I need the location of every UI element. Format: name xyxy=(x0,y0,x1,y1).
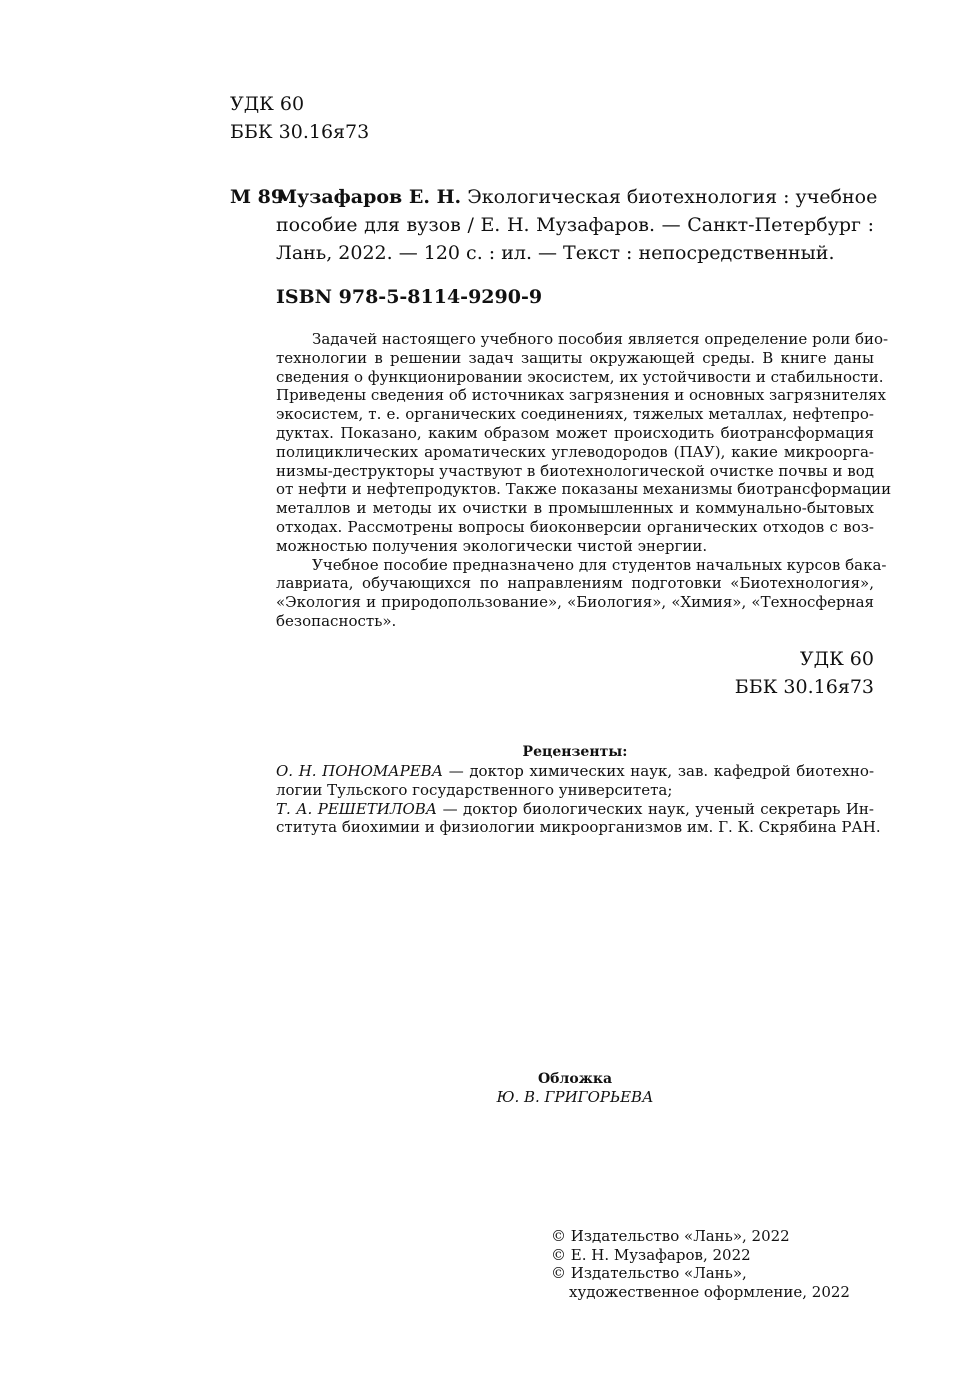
reviewer-2-line xyxy=(276,800,874,819)
reviewer-2-name: Т. А. РЕШЕТИЛОВА xyxy=(276,799,438,818)
annotation-line: безопасность». xyxy=(276,611,397,630)
biblio-line xyxy=(276,183,878,211)
copyright-line: © Е. Н. Музафаров, 2022 xyxy=(551,1245,751,1264)
udk-code: УДК 60 xyxy=(799,648,874,670)
author-name: Музафаров Е. Н. xyxy=(276,186,462,208)
annotation-line: «Экология и природопользование», «Биология», «Химия», «Техносферная xyxy=(276,593,874,612)
udk-code: УДК 60 xyxy=(230,93,305,115)
annotation-line: экосистем, т. е. органических соединениях, тяжелых металлах, нефтепро- xyxy=(276,405,874,424)
author-mark: М 89 xyxy=(230,186,285,208)
copyright-line: © Издательство «Лань», xyxy=(551,1264,747,1283)
classification-bottom xyxy=(735,645,874,701)
annotation-line: лавриата, обучающихся по направлениям подготовки «Биотехнология», xyxy=(276,574,874,593)
bibliographic-record xyxy=(276,183,878,267)
annotation-line: от нефти и нефтепродуктов. Также показаны механизмы биотрансформации xyxy=(276,480,892,499)
annotation-line: Учебное пособие предназначено для студентов начальных курсов бака- xyxy=(312,555,887,574)
biblio-title: Экологическая биотехнология : учебное xyxy=(467,186,878,208)
annotation-line: полициклических ароматических углеводородов (ПАУ), какие микроорга- xyxy=(276,442,874,461)
copyright-block xyxy=(551,1227,850,1301)
annotation-line: металлов и методы их очистки в промышленных и коммунально-бытовых xyxy=(276,499,874,518)
bbk-code: ББК 30.16я73 xyxy=(230,121,370,143)
annotation-line: технологии в решении задач защиты окружающей среды. В книге даны xyxy=(276,348,874,367)
reviewer-2-line: ститута биохимии и физиологии микроорганизмов им. Г. К. Скрябина РАН. xyxy=(276,818,881,837)
classification-top xyxy=(230,90,369,146)
bbk-code: ББК 30.16я73 xyxy=(734,676,874,698)
reviewers xyxy=(276,762,881,837)
reviewers-title: Рецензенты: xyxy=(522,744,628,760)
cover-designer: Ю. В. ГРИГОРЬЕВА xyxy=(496,1088,654,1106)
annotation-line: можностью получения экологически чистой энергии. xyxy=(276,536,708,555)
copyright-line: © Издательство «Лань», 2022 xyxy=(551,1227,790,1245)
reviewer-1-line xyxy=(276,762,874,781)
biblio-line: Лань, 2022. — 120 с. : ил. — Текст : непосредственный. xyxy=(276,242,835,264)
biblio-line: пособие для вузов / Е. Н. Музафаров. — Санкт-Петербург : xyxy=(276,214,874,236)
reviewer-2-desc: — доктор биологических наук, ученый секретарь Ин- xyxy=(437,799,874,818)
reviewer-1-line: логии Тульского государственного университета; xyxy=(276,780,673,799)
annotation-line: отходах. Рассмотрены вопросы биоконверсии органических отходов с воз- xyxy=(276,517,874,536)
annotation-line: Приведены сведения об источниках загрязнения и основных загрязнителях xyxy=(276,386,886,405)
cover-title: Обложка xyxy=(537,1071,613,1087)
cover-credit xyxy=(276,1070,874,1106)
annotation-line: сведения о функционировании экосистем, их устойчивости и стабильности. xyxy=(276,367,884,386)
isbn: ISBN 978-5-8114-9290-9 xyxy=(276,286,543,308)
annotation xyxy=(276,330,892,631)
copyright-line: художественное оформление, 2022 xyxy=(569,1282,850,1301)
annotation-line: Задачей настоящего учебного пособия является определение роли био- xyxy=(312,330,889,348)
reviewer-1-desc: — доктор химических наук, зав. кафедрой биотехно- xyxy=(443,762,875,780)
reviewer-1-name: О. Н. ПОНОМАРЕВА xyxy=(276,762,444,780)
annotation-line: дуктах. Показано, каким образом может происходить биотрансформация xyxy=(276,423,874,442)
annotation-line: низмы-деструкторы участвуют в биотехнологической очистке почвы и вод xyxy=(276,461,874,480)
